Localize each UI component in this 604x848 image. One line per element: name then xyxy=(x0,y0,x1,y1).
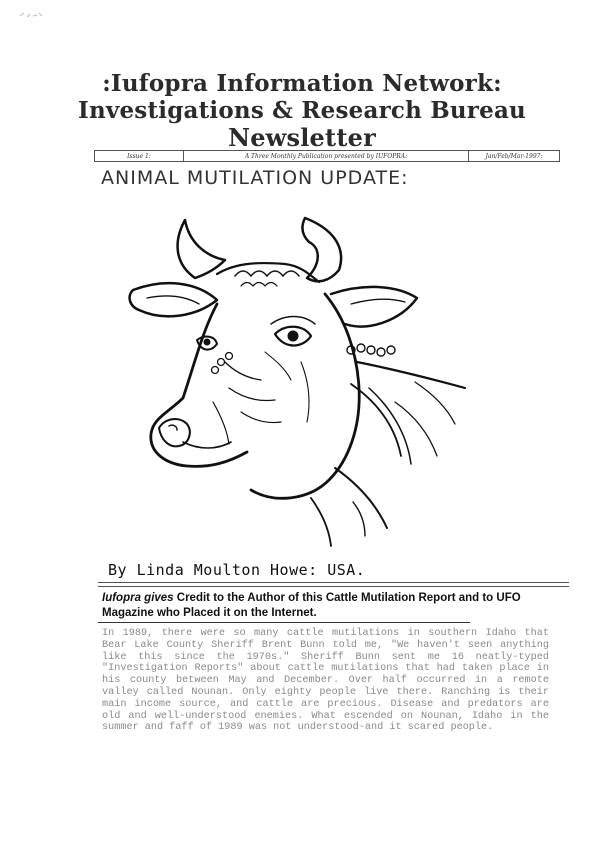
article-headline: ANIMAL MUTILATION UPDATE: xyxy=(101,167,409,189)
credit-lead: Iufopra gives xyxy=(102,592,174,604)
scan-speck-mark xyxy=(18,10,44,20)
credit-notice xyxy=(102,591,572,621)
newsletter-masthead xyxy=(0,70,604,151)
credit-text: Credit to the Author of this Cattle Mutilation Report and to UFO Magazine who Placed it on the Internet. xyxy=(102,592,521,619)
masthead-line-2: Investigations & Research Bureau xyxy=(78,97,526,124)
issue-number: Issue 1: xyxy=(95,151,184,161)
masthead-line-3: Newsletter xyxy=(228,123,376,152)
credit-underline xyxy=(98,622,470,623)
issue-tagline: A Three Monthly Publication presented by IUFOPRA: xyxy=(184,151,469,161)
issue-info-bar xyxy=(94,150,560,162)
double-divider xyxy=(98,582,569,587)
masthead-line-1: :Iufopra Information Network: xyxy=(102,70,502,97)
issue-date: Jan/Feb/Mar-1997: xyxy=(485,152,543,160)
cow-head-illustration xyxy=(125,212,475,552)
article-body: In 1989, there were so many cattle mutilations in southern Idaho that Bear Lake County Sheriff Brent Bunn told me, "We haven't seen anything like this since the 1970s." Sheriff Bunn sent me 16 neatly-typed "Investigation Reports" about cattle mutilations that had taken place in his county between May and December. Over half occurred in a remote valley called Nounan. Only eighty people live there. Ranching is their main income source, and cattle are precious. Disease and predators are old and well-understood enemies. What escended on Nounan, Idaho in the summer and faff of 1989 was not understood-and it scared people. xyxy=(102,628,549,734)
article-byline: By Linda Moulton Howe: USA. xyxy=(108,561,366,579)
